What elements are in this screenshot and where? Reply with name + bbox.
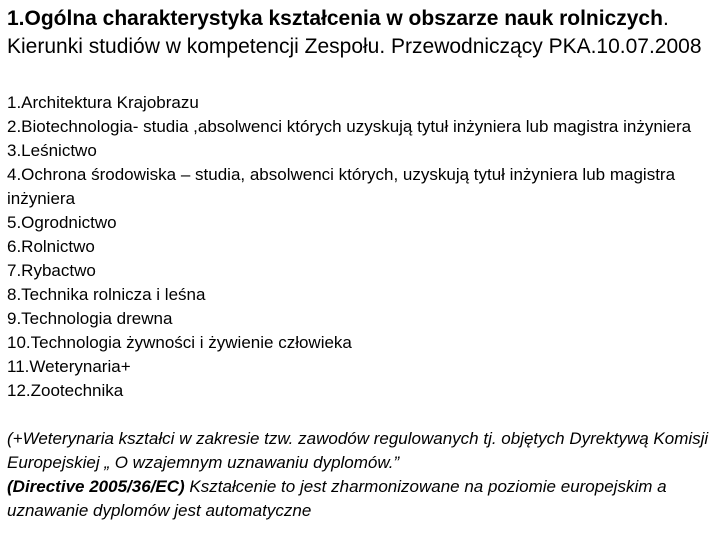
list-item: 3.Leśnictwo <box>7 141 97 160</box>
title-bold-part: 1.Ogólna charakterystyka kształcenia w obszarze nauk rolniczych <box>7 7 663 30</box>
list-item: 6.Rolnictwo <box>7 237 95 256</box>
list-item: 12.Zootechnika <box>7 381 124 400</box>
list-item: 7.Rybactwo <box>7 261 96 280</box>
list-item: 2.Biotechnologia- studia ,absolwenci których uzyskują tytuł inżyniera lub magistra inżyniera <box>7 117 692 136</box>
list-item: 4.Ochrona środowiska – studia, absolwenci których, uzyskują tytuł inżyniera lub magistra inżyniera <box>7 165 676 208</box>
slide-title <box>7 5 713 61</box>
note-text-part1: (+Weterynaria kształci w zakresie tzw. zawodów regulowanych tj. objętych Dyrektywą Komisji Europejskiej „ O wzajemnym uznawaniu dyplomów.” <box>7 429 709 472</box>
list-item: 8.Technika rolnicza i leśna <box>7 285 206 304</box>
list-item: 1.Architektura Krajobrazu <box>7 93 199 112</box>
list-item: 11.Weterynaria+ <box>7 357 131 376</box>
title-normal-part: . Kierunki studiów w kompetencji Zespołu. Przewodniczący PKA.10.07.2008 <box>7 7 702 58</box>
directive-reference: (Directive 2005/36/EC) <box>7 477 185 496</box>
veterinary-note <box>7 427 713 523</box>
note-text-part2: Kształcenie to jest zharmonizowane na poziomie europejskim a uznawanie dyplomów jest automatyczne <box>7 477 667 520</box>
list-item: 10.Technologia żywności i żywienie człowieka <box>7 333 352 352</box>
list-item: 9.Technologia drewna <box>7 309 173 328</box>
list-item: 5.Ogrodnictwo <box>7 213 117 232</box>
field-of-study-list <box>7 91 713 403</box>
